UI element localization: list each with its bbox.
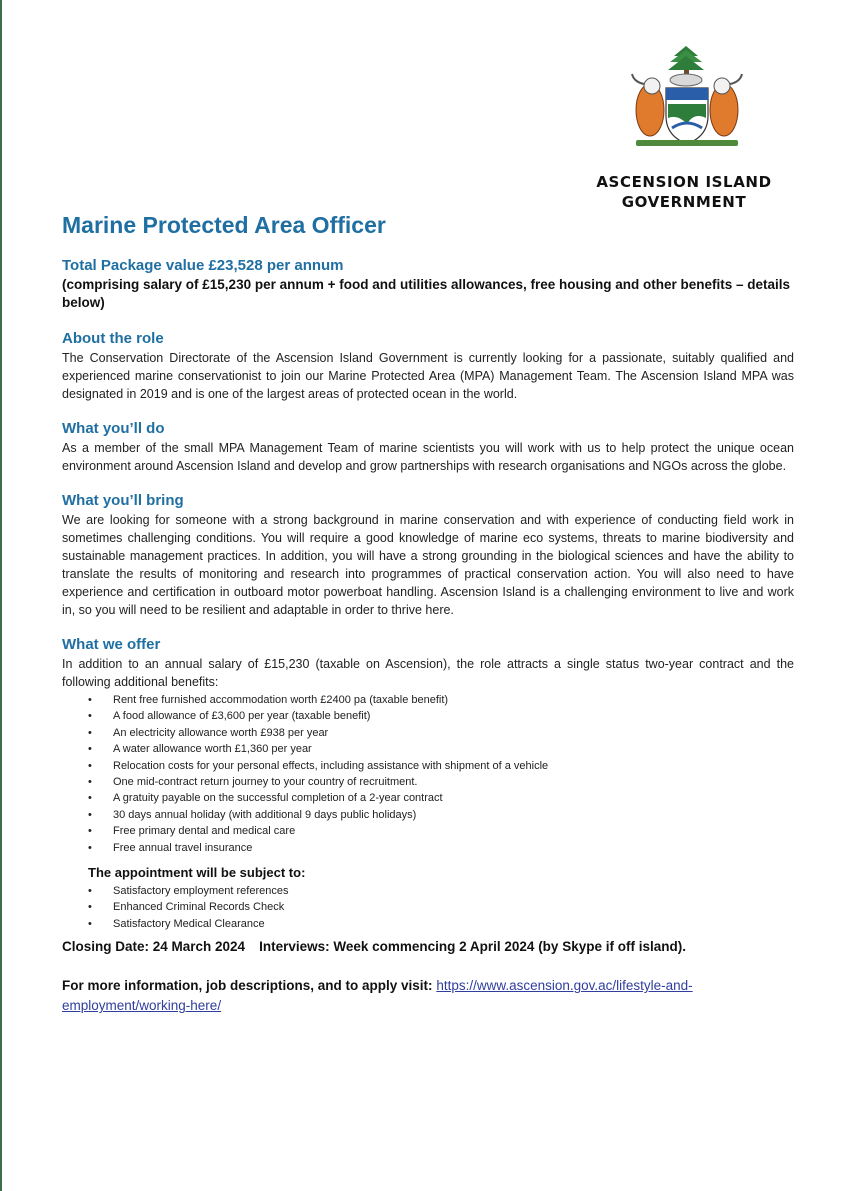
list-item: • 30 days annual holiday (with additional 9 days public holidays): [113, 807, 794, 823]
apply-link-line2[interactable]: employment/working-here/: [62, 998, 222, 1014]
bring-heading: What you’ll bring: [62, 492, 184, 509]
about-body: The Conservation Directorate of the Ascension Island Government is currently looking for a passionate, suitably qualified and experienced marine conservationist to join our Marine Protected Area (MPA) Management Team. The Ascension Island MPA was designated in 2019 and is one of the largest areas of protected ocean in the world.: [62, 351, 794, 401]
do-body: As a member of the small MPA Management Team of marine scientists you will work with us to help protect the unique ocean environment around Ascension Island and develop and grow partnerships with research organisations and NGOs across the globe.: [62, 441, 794, 473]
list-item: • Rent free furnished accommodation worth £2400 pa (taxable benefit): [113, 692, 794, 708]
list-item: • A food allowance of £3,600 per year (taxable benefit): [113, 708, 794, 724]
coat-of-arms-icon: [628, 44, 746, 150]
list-item: • An electricity allowance worth £938 per year: [113, 725, 794, 741]
organisation-name: [570, 172, 798, 212]
do-heading: What you’ll do: [62, 420, 165, 437]
org-name-line1: ASCENSION ISLAND: [596, 173, 772, 191]
about-heading: About the role: [62, 330, 164, 347]
closing-date: Closing Date: 24 March 2024: [62, 939, 246, 955]
appointment-conditions-list: [62, 883, 794, 932]
bring-body: We are looking for someone with a strong background in marine conservation and with experience of conducting field work in sometimes challenging conditions. You will require a good knowledge of marine eco systems, threats to marine biodiversity and sustainable management practices. In addition, you will have a strong grounding in the biological sciences and have the ability to translate the results of monitoring and research into programmes of practical conservation action. You will also need to have experience and certification in outboard motor powerboat handling. Ascension Island is a challenging environment to live and work in, so you will need to be resilient and adaptable in order to thrive here.: [62, 513, 794, 617]
advert-body: [62, 208, 794, 1016]
list-item: • Satisfactory employment references: [113, 883, 794, 899]
list-item: • Free primary dental and medical care: [113, 823, 794, 839]
about-section: [62, 329, 794, 403]
apply-lead: For more information, job descriptions, and to apply visit:: [62, 978, 433, 994]
list-item: • Enhanced Criminal Records Check: [113, 899, 794, 915]
offer-intro: In addition to an annual salary of £15,230 (taxable on Ascension), the role attracts a single status two-year contract and the following additional benefits:: [62, 657, 794, 689]
appointment-heading: The appointment will be subject to:: [88, 865, 306, 881]
list-item: • A water allowance worth £1,360 per year: [113, 741, 794, 757]
list-item: • Satisfactory Medical Clearance: [113, 916, 794, 932]
do-section: [62, 419, 794, 475]
list-item: • One mid-contract return journey to your country of recruitment.: [113, 774, 794, 790]
offer-heading: What we offer: [62, 636, 161, 653]
apply-info: [62, 976, 794, 1016]
org-name-line2: GOVERNMENT: [621, 193, 747, 211]
package-heading: Total Package value £23,528 per annum: [62, 257, 344, 274]
offer-section: [62, 635, 794, 856]
benefits-list: [62, 692, 794, 856]
closing-info: [62, 938, 794, 956]
apply-link-line1[interactable]: https://www.ascension.gov.ac/lifestyle-and-: [436, 978, 693, 994]
package-detail: (comprising salary of £15,230 per annum + food and utilities allowances, free housing and other benefits – details below): [62, 277, 791, 310]
list-item: • Relocation costs for your personal effects, including assistance with shipment of a vehicle: [113, 758, 794, 774]
job-title: Marine Protected Area Officer: [62, 212, 386, 238]
list-item: • Free annual travel insurance: [113, 840, 794, 856]
page-left-border: [0, 0, 2, 1191]
bring-section: [62, 491, 794, 619]
list-item: • A gratuity payable on the successful completion of a 2-year contract: [113, 790, 794, 806]
interview-dates: Interviews: Week commencing 2 April 2024 (by Skype if off island).: [259, 939, 686, 955]
